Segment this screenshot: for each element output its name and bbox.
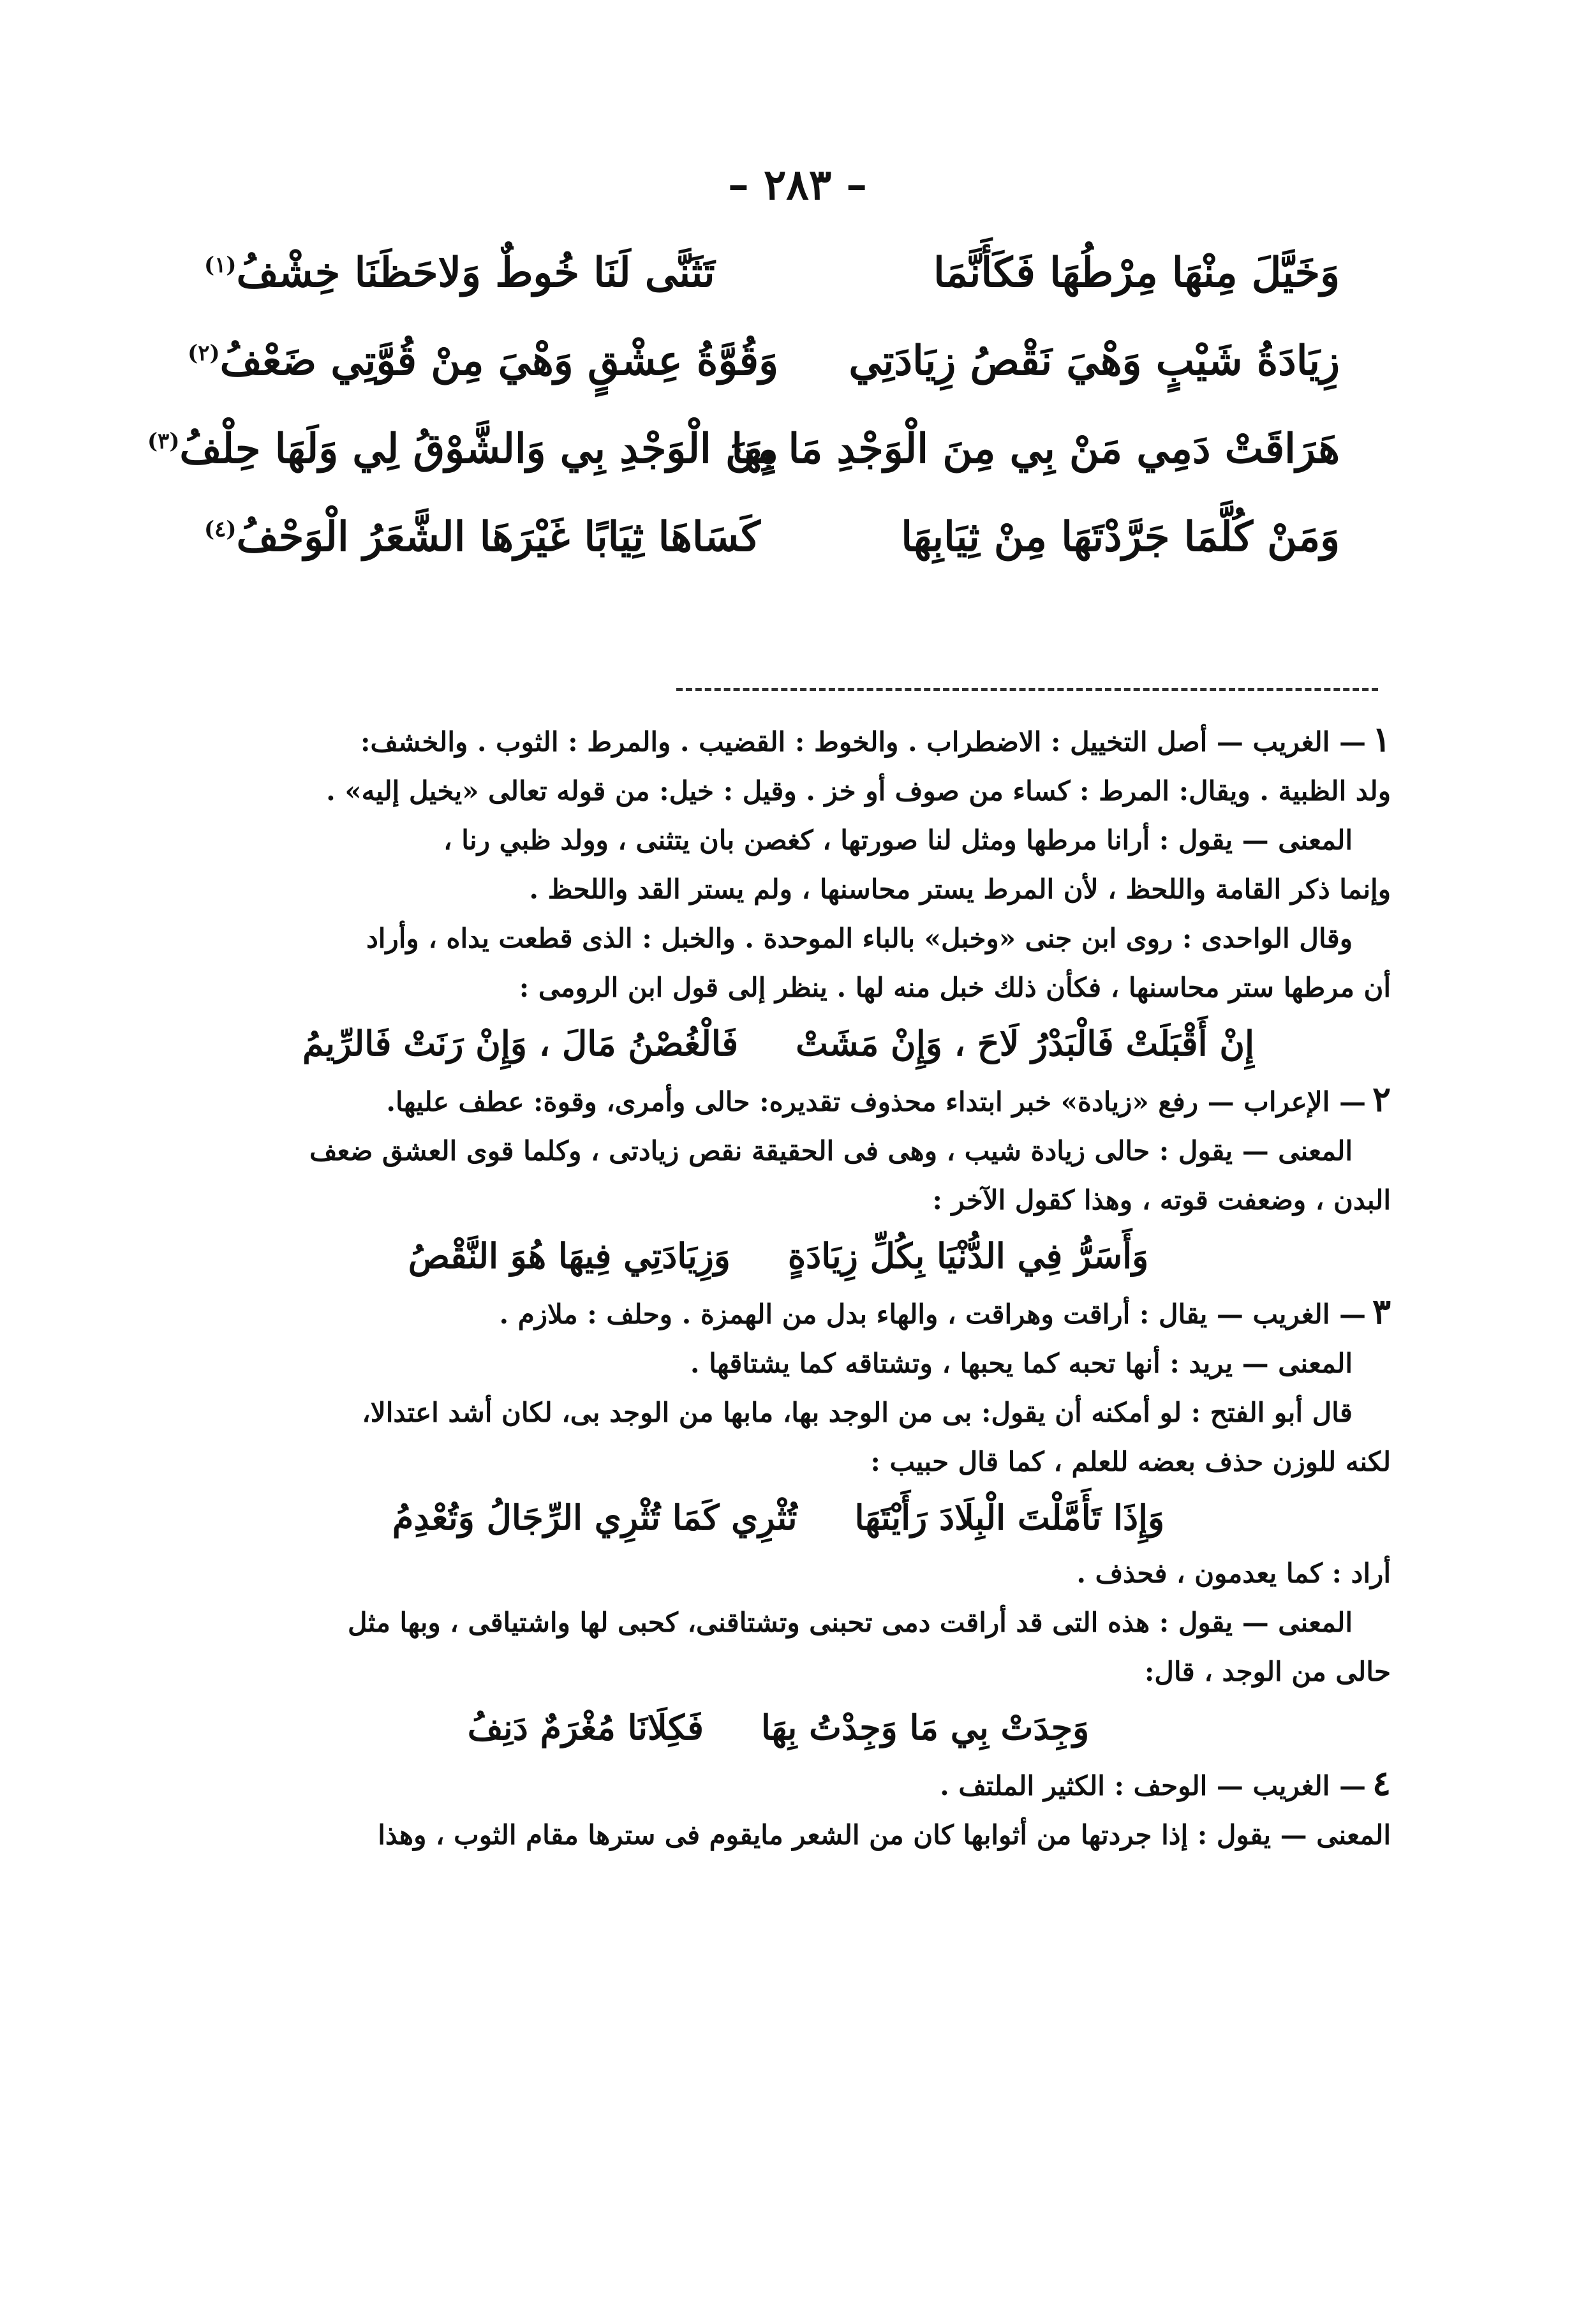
note-line: وإنما ذكر القامة واللحظ ، لأن المرط يستر محاسنها ، ولم يستر القد واللحظ . <box>529 874 1391 905</box>
note-line: أن مرطها ستر محاسنها ، فكأن ذلك خبل منه لها . ينظر إلى قول ابن الرومى : <box>519 972 1391 1003</box>
hemistich-first: زِيَادَةُ شَيْبٍ وَهْيَ نَقْصُ زِيَادَتِي <box>849 337 1340 385</box>
note-line: المعنى — يقول : إذا جردتها من أثوابها كان من الشعر مايقوم فى سترها مقام الثوب ، وهذا <box>378 1819 1391 1851</box>
verse-hemistich: فَكِلَانَا مُغْرَمٌ دَنِفُ <box>467 1707 704 1748</box>
poem-line-4 <box>204 513 1340 601</box>
footnote-marker: (٤) <box>204 516 237 542</box>
note-line: أراد : كما يعدمون ، فحذف . <box>1076 1558 1391 1589</box>
note-line: المعنى — يقول : حالى زيادة شيب ، وهى فى الحقيقة نقص زيادتى ، وكلما قوى العشق ضعف <box>309 1135 1353 1166</box>
footnote-marker: (٢) <box>188 340 220 366</box>
poem-block <box>147 249 1340 601</box>
note-number: ٤ <box>1372 1762 1391 1803</box>
hemistich-first: وَخَيَّلَ مِنْهَا مِرْطُهَا فَكَأَنَّمَا <box>933 249 1340 297</box>
note-text: — الغريب — يقال : أراقت وهراقت ، والهاء بدل من الهمزة . وحلف : ملازم . <box>499 1299 1366 1330</box>
note-line: المعنى — يقول : هذه التى قد أراقت دمى تحبنى وتشتاقنى، كحبى لها واشتياقى ، وبها مثل <box>347 1607 1353 1638</box>
note-line <box>166 715 1391 766</box>
note-number: ٢ <box>1372 1078 1391 1119</box>
note-line: لكنه للوزن حذف بعضه للعلم ، كما قال حبيب : <box>870 1446 1391 1477</box>
note-text: — الإعراب — رفع «زيادة» خبر ابتداء محذوف تقديره: حالى وأمرى، وقوة: عطف عليها. <box>386 1086 1366 1117</box>
note-line: وقال الواحدى : روى ابن جنى «وخبل» بالباء الموحدة . والخبل : الذى قطعت يداه ، وأراد <box>366 923 1353 954</box>
note-text: — الغريب — أصل التخييل : الاضطراب . والخوط : القضيب . والمرط : الثوب . والخشف: <box>360 726 1366 757</box>
verse-hemistich: تُثْرِي كَمَا تُثْرِي الرِّجَالُ وَتُعْدِمُ <box>392 1497 798 1538</box>
hemistich-text: وَقُوَّةُ عِشْقٍ وَهْيَ مِنْ قُوَّتِي ضَعْفُ <box>219 337 778 385</box>
note-line: المعنى — يريد : أنها تحبه كما يحبها ، وتشتاقه كما يشتاقها . <box>690 1348 1353 1379</box>
verse-hemistich: فَالْغُصْنُ مَالَ ، وَإِنْ رَنَتْ فَالرِّيمُ <box>302 1023 739 1064</box>
quoted-verse <box>166 1225 1391 1287</box>
verse-hemistich: وَإِذَا تَأَمَّلْتَ الْبِلَادَ رَأَيْتَهَا <box>854 1497 1165 1538</box>
hemistich-text: تَثَنَّى لَنَا خُوطٌ وَلاحَظَنَا خِشْفُ <box>236 249 715 297</box>
page-number: – ٢٨٣ – <box>727 160 868 209</box>
verse-hemistich: وَزِيَادَتِي فِيهَا هُوَ النَّقْصُ <box>408 1235 731 1276</box>
note-line <box>166 1759 1391 1810</box>
poem-line-2 <box>188 337 1340 425</box>
quoted-verse <box>166 1696 1391 1759</box>
note-line: قال أبو الفتح : لو أمكنه أن يقول: بى من الوجد بها، مابها من الوجد بى، لكان أشد اعتدالا، <box>362 1397 1353 1428</box>
footnote-marker: (١) <box>204 252 237 278</box>
note-line: المعنى — يقول : أرانا مرطها ومثل لنا صورتها ، كغصن بان يتثنى ، وولد ظبي رنا ، <box>443 824 1353 856</box>
footnote-marker: (٣) <box>147 428 180 454</box>
note-line: ولد الظبية . ويقال: المرط : كساء من صوف أو خز . وقيل : خيل: من قوله تعالى «يخيل إليه» . <box>326 775 1391 807</box>
note-number: ١ <box>1372 719 1391 759</box>
note-line <box>166 1075 1391 1126</box>
commentary <box>166 715 1391 1859</box>
quoted-verse <box>166 1012 1391 1075</box>
hemistich-first: هَرَاقَتْ دَمِي مَنْ بِي مِنَ الْوَجْدِ مَا بِهَا <box>731 425 1340 473</box>
hemistich-first: وَمَنْ كُلَّمَا جَرَّدْتَهَا مِنْ ثِيَابِهَا <box>901 513 1340 561</box>
hemistich-second <box>204 513 778 561</box>
verse-hemistich: إِنْ أَقْبَلَتْ فَالْبَدْرُ لَاحَ ، وَإِنْ مَشَتْ <box>796 1023 1254 1064</box>
poem-line-1 <box>204 249 1340 337</box>
verse-hemistich: وَأَسَرُّ فِي الدُّنْيَا بِكُلِّ زِيَادَةٍ <box>787 1235 1149 1276</box>
hemistich-text: كَسَاهَا ثِيَابًا غَيْرَهَا الشَّعَرُ الْوَحْفُ <box>236 513 760 561</box>
note-line <box>166 1287 1391 1339</box>
note-text: — الغريب — الوحف : الكثير الملتف . <box>940 1770 1366 1801</box>
hemistich-text: مِنَ الْوَجْدِ بِي وَالشَّوْقُ لِي وَلَهَا حِلْفُ <box>179 425 778 473</box>
hemistich-second <box>147 425 778 473</box>
separator-rule <box>676 688 1378 691</box>
hemistich-second <box>188 337 778 385</box>
note-number: ٣ <box>1372 1291 1391 1332</box>
hemistich-second <box>204 249 778 297</box>
note-line: حالى من الوجد ، قال: <box>1144 1656 1391 1687</box>
note-line: البدن ، وضعفت قوته ، وهذا كقول الآخر : <box>932 1184 1391 1216</box>
verse-hemistich: وَجِدَتْ بِي مَا وَجِدْتُ بِهَا <box>760 1707 1090 1748</box>
quoted-verse <box>166 1486 1391 1549</box>
poem-line-3 <box>147 425 1340 513</box>
